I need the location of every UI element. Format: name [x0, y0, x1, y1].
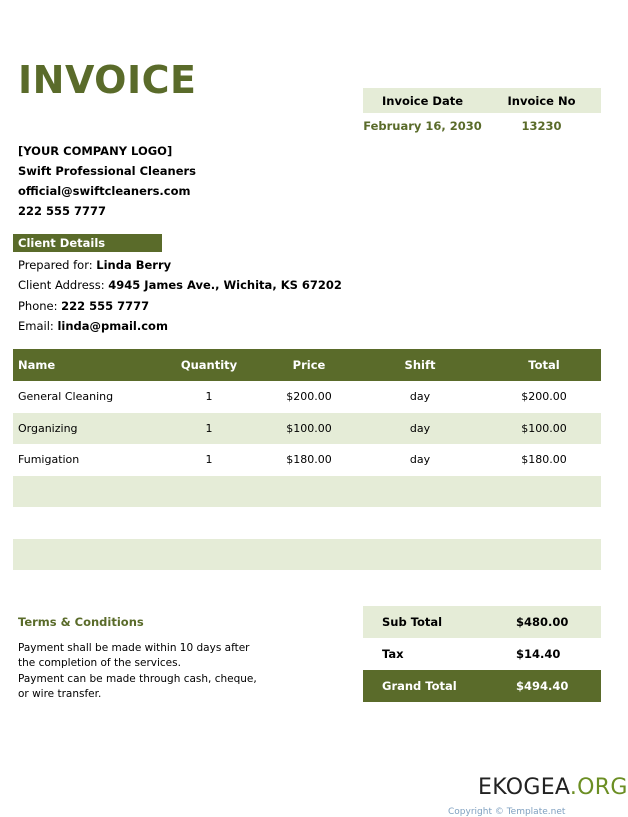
company-name: Swift Professional Cleaners — [18, 164, 197, 178]
item-shift: day — [409, 390, 431, 404]
client-address — [18, 275, 342, 295]
terms-title: Terms & Conditions — [18, 615, 144, 629]
email-value: linda@pmail.com — [57, 318, 168, 333]
grand-total-label: Grand Total — [382, 679, 457, 693]
subtotal-value: $480.00 — [516, 615, 569, 629]
copyright-text: Copyright © Template.net — [448, 807, 566, 817]
phone-label: Phone: — [18, 298, 58, 313]
invoice-date: February 16, 2030 — [363, 118, 482, 133]
brand-name: EKOGEA — [478, 775, 570, 800]
tax-label: Tax — [382, 647, 404, 661]
item-total: $180.00 — [521, 453, 567, 467]
terms-line: Payment can be made through cash, cheque, — [18, 672, 257, 685]
company-info — [18, 141, 196, 221]
company-email: official@swiftcleaners.com — [18, 184, 191, 198]
terms-line: the completion of the services. — [18, 657, 181, 670]
items-table-header — [13, 349, 601, 381]
brand-watermark — [478, 775, 628, 800]
client-prepared-for — [18, 255, 342, 275]
invoice-meta-header — [363, 88, 601, 113]
company-logo-placeholder: [YOUR COMPANY LOGO] — [18, 144, 173, 158]
totals-table — [363, 606, 601, 702]
items-table — [13, 349, 601, 570]
item-total: $100.00 — [521, 421, 567, 435]
table-row-empty — [13, 507, 601, 539]
item-shift: day — [409, 421, 431, 435]
terms-line: Payment shall be made within 10 days after — [18, 642, 250, 654]
tax-row — [363, 638, 601, 670]
client-phone — [18, 296, 342, 316]
table-row — [13, 413, 601, 445]
brand-suffix: .ORG — [569, 775, 628, 800]
table-row — [13, 381, 601, 413]
item-price: $100.00 — [286, 421, 332, 435]
item-quantity: 1 — [205, 390, 213, 404]
subtotal-label: Sub Total — [382, 615, 443, 629]
invoice-meta-values — [363, 113, 601, 138]
item-price: $200.00 — [286, 390, 332, 404]
invoice-date-label: Invoice Date — [381, 93, 464, 108]
item-name: General Cleaning — [18, 390, 114, 404]
client-details-header: Client Details — [13, 234, 162, 252]
header-quantity: Quantity — [180, 358, 238, 372]
table-row-empty — [13, 539, 601, 571]
invoice-meta — [363, 88, 601, 138]
invoice-title: INVOICE — [18, 58, 197, 102]
prepared-value: Linda Berry — [96, 258, 172, 272]
item-quantity: 1 — [205, 453, 213, 467]
company-phone: 222 555 7777 — [18, 204, 107, 218]
item-name: Fumigation — [18, 453, 80, 467]
header-name: Name — [18, 358, 56, 372]
email-label: Email: — [18, 318, 54, 333]
prepared-label: Prepared for: — [18, 258, 93, 272]
address-label: Client Address: — [18, 278, 105, 293]
table-row-empty — [13, 476, 601, 508]
table-row — [13, 444, 601, 476]
item-total: $200.00 — [521, 390, 567, 404]
invoice-number: 13230 — [521, 118, 562, 133]
item-quantity: 1 — [205, 421, 213, 435]
grand-total-value: $494.40 — [516, 679, 569, 693]
header-price: Price — [292, 358, 326, 372]
header-total: Total — [528, 358, 560, 372]
header-shift: Shift — [404, 358, 436, 372]
item-shift: day — [409, 453, 431, 467]
item-price: $180.00 — [286, 453, 332, 467]
phone-value: 222 555 7777 — [61, 298, 150, 313]
grand-total-row — [363, 670, 601, 702]
address-value: 4945 James Ave., Wichita, KS 67202 — [108, 278, 342, 293]
subtotal-row — [363, 606, 601, 638]
client-email — [18, 316, 342, 336]
client-details — [18, 255, 342, 336]
tax-value: $14.40 — [516, 647, 561, 661]
terms-line: or wire transfer. — [18, 687, 102, 700]
item-name: Organizing — [18, 421, 78, 435]
terms-text — [18, 641, 258, 702]
invoice-number-label: Invoice No — [507, 93, 576, 108]
